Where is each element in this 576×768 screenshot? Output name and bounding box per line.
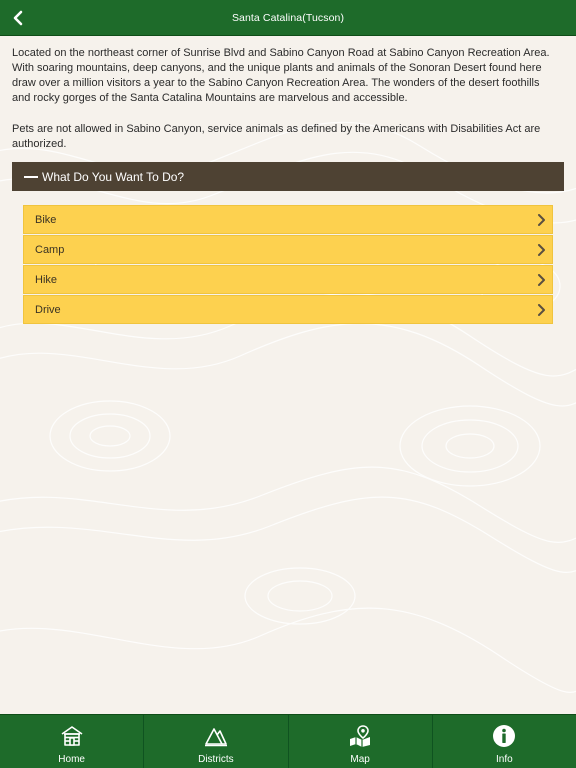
tab-label: Districts — [198, 754, 234, 765]
what-to-do-section-header[interactable] — [12, 162, 564, 191]
tab-districts[interactable] — [144, 715, 288, 768]
tab-label: Map — [350, 754, 370, 765]
main-content — [0, 36, 576, 714]
description-paragraph: Located on the northeast corner of Sunrise Blvd and Sabino Canyon Road at Sabino Canyon Recreation Area. With soaring mountains, deep canyons, and the unique plants and animals of the Sonoran Desert found here draw over a million visitors a year to the Sabino Canyon Recreation Area. The wonders of the desert foothills and rocky gorges of the Santa Catalina Mountains are marvelous and accessible. — [12, 47, 550, 104]
collapse-icon — [24, 176, 38, 178]
option-label: Hike — [35, 273, 58, 286]
option-drive[interactable] — [23, 295, 553, 324]
option-bike[interactable] — [23, 205, 553, 234]
back-button[interactable] — [6, 6, 30, 30]
mountain-icon — [203, 723, 229, 749]
tab-label: Info — [496, 754, 513, 765]
chevron-right-icon — [536, 213, 546, 227]
option-label: Bike — [35, 213, 57, 226]
chevron-right-icon — [536, 273, 546, 287]
chevron-right-icon — [536, 243, 546, 257]
tab-map[interactable] — [289, 715, 433, 768]
section-title: What Do You Want To Do? — [42, 169, 185, 184]
option-camp[interactable] — [23, 235, 553, 264]
option-label: Camp — [35, 243, 65, 256]
chevron-right-icon — [536, 303, 546, 317]
option-label: Drive — [35, 303, 61, 316]
cabin-icon — [59, 723, 85, 749]
tab-label: Home — [58, 754, 85, 765]
app-header — [0, 0, 576, 36]
bottom-tab-bar — [0, 714, 576, 768]
option-hike[interactable] — [23, 265, 553, 294]
tab-info[interactable] — [433, 715, 576, 768]
page-title: Santa Catalina(Tucson) — [231, 11, 345, 24]
chevron-left-icon — [12, 10, 24, 26]
tab-home[interactable] — [0, 715, 144, 768]
map-pin-icon — [347, 723, 373, 749]
pets-policy-paragraph: Pets are not allowed in Sabino Canyon, service animals as defined by the Americans with Disabilities Act are authorized. — [12, 123, 541, 150]
info-icon — [491, 723, 517, 749]
activity-options-list — [23, 205, 553, 325]
